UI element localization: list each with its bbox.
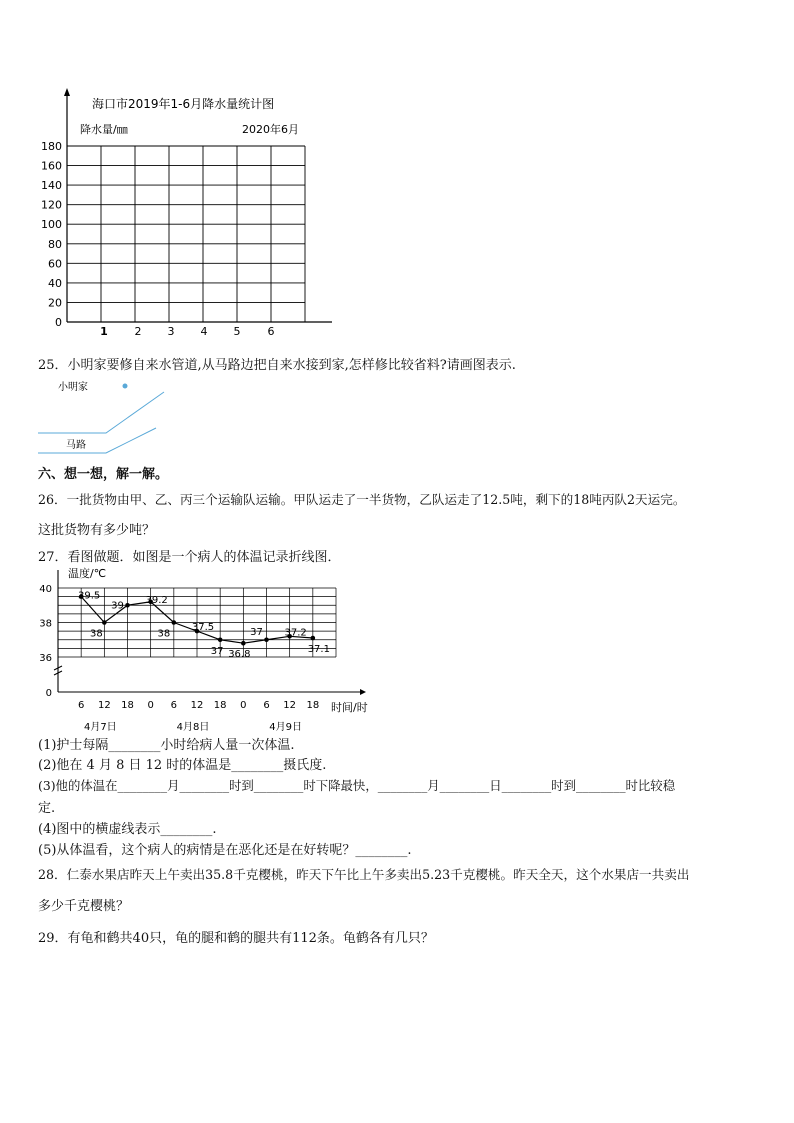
rain-chart-title: 海口市2019年1-6月降水量统计图: [92, 97, 275, 111]
question-27-sub2: (2)他在 4 月 8 日 12 时的体温是________摄氏度.: [38, 758, 327, 773]
rain-y-tick: 80: [48, 237, 62, 251]
temp-x-tick: 0: [147, 700, 154, 711]
rain-x-tick: 4: [200, 325, 208, 338]
rain-chart-unit: 降水量/㎜: [80, 123, 128, 136]
rain-y-tick: 120: [41, 198, 62, 212]
temp-y-tick: 40: [39, 584, 52, 595]
temp-data-label: 38: [89, 628, 103, 640]
road-upper-edge: [38, 392, 164, 433]
rain-y-tick: 40: [48, 276, 62, 290]
temp-day-label: 4月8日: [176, 722, 210, 733]
question-28-line2: 多少千克樱桃？: [38, 899, 130, 914]
temp-x-tick: 6: [263, 700, 270, 711]
temp-data-label: 37.5: [191, 622, 215, 634]
temp-x-tick: 18: [306, 700, 320, 711]
temp-x-tick: 12: [190, 700, 204, 711]
rain-x-tick: 2: [134, 325, 142, 338]
temp-data-label: 37.2: [284, 627, 307, 639]
rainfall-chart: [36, 86, 346, 346]
temp-data-label: 39.5: [78, 590, 101, 602]
temp-x-tick: 12: [283, 700, 297, 711]
house-label: 小明家: [58, 382, 88, 393]
house-dot: [123, 384, 128, 389]
rain-y-tick: 20: [48, 296, 62, 310]
question-27-sub4: (4)图中的横虚线表示________.: [38, 822, 217, 837]
question-28-line1: 28．仁泰水果店昨天上午卖出35.8千克樱桃，昨天下午比上午多卖出5.23千克樱桃。昨天全天，这个水果店一共卖出: [38, 867, 690, 882]
question-27-sub1: (1)护士每隔________小时给病人量一次体温.: [38, 738, 295, 753]
temp-data-label: 37: [210, 645, 224, 657]
temp-data-label: 37: [250, 626, 263, 638]
rain-y-tick: 180: [41, 140, 62, 153]
q25-diagram: [36, 378, 176, 458]
rain-y-tick: 60: [48, 257, 62, 271]
rain-x-tick: 1: [100, 325, 108, 338]
temp-x-label: 时间/时: [331, 701, 368, 714]
rain-y-tick: 0: [55, 316, 62, 329]
question-27-sub3a: (3)他的体温在________月________时到________时下降最快，________月________日________时到________时比较稳: [38, 778, 676, 793]
temp-x-tick: 6: [77, 700, 85, 711]
temp-x-tick: 12: [97, 700, 111, 711]
temp-x-tick: 6: [170, 700, 178, 711]
temp-x-tick: 18: [213, 700, 227, 711]
rain-x-tick: 6: [267, 325, 275, 338]
temp-data-label: 38: [157, 628, 171, 640]
question-26-line2: 这批货物有多少吨？: [38, 523, 156, 538]
temp-data-point: [172, 620, 177, 625]
temp-y-label: 温度/℃: [68, 567, 107, 580]
temp-data-label: 39: [111, 600, 124, 612]
temperature-line-chart: [34, 562, 384, 740]
rain-y-tick: 100: [41, 218, 62, 232]
rain-y-tick: 160: [41, 159, 62, 173]
temp-x-tick: 18: [121, 700, 134, 711]
question-25: 25．小明家要修自来水管道,从马路边把自来水接到家,怎样修比较省料?请画图表示.: [38, 358, 516, 373]
temp-data-point: [102, 620, 107, 625]
rain-x-tick: 3: [167, 325, 175, 338]
temp-y-tick: 38: [39, 618, 52, 630]
temp-data-point: [125, 603, 130, 608]
temp-data-point: [311, 636, 316, 641]
temp-data-point: [241, 641, 246, 646]
rain-x-tick: 5: [233, 325, 241, 338]
question-27-intro: 27．看图做题．如图是一个病人的体温记录折线图．: [38, 550, 341, 565]
temp-day-label: 4月9日: [269, 722, 303, 733]
temp-data-label: 37.1: [307, 644, 330, 656]
question-26-line1: 26．一批货物由甲、乙、丙三个运输队运输。甲队运走了一半货物，乙队运走了12.5吨，剩下的18吨丙队2天运完。: [38, 492, 686, 507]
temp-data-label: 39.2: [145, 594, 168, 606]
road-lower-edge: [38, 428, 156, 453]
temp-x-tick: 0: [240, 700, 247, 711]
section-6-title: 六、想一想，解一解。: [38, 467, 169, 482]
temp-y-tick: 36: [39, 653, 52, 664]
temp-data-label: 36.8: [228, 649, 251, 661]
temp-y-tick: 0: [45, 688, 52, 699]
rain-y-tick: 140: [41, 179, 62, 193]
rain-chart-date: 2020年6月: [242, 123, 299, 136]
question-27-sub5: (5)从体温看，这个病人的病情是在恶化还是在好转呢？________.: [38, 843, 412, 858]
road-label: 马路: [66, 440, 86, 451]
temp-day-label: 4月7日: [83, 722, 117, 733]
temp-data-point: [264, 637, 269, 642]
question-29: 29．有龟和鹤共40只，龟的腿和鹤的腿共有112条。龟鹤各有几只？: [38, 931, 434, 946]
question-27-sub3b: 定.: [38, 801, 56, 816]
temp-data-point: [218, 637, 223, 642]
